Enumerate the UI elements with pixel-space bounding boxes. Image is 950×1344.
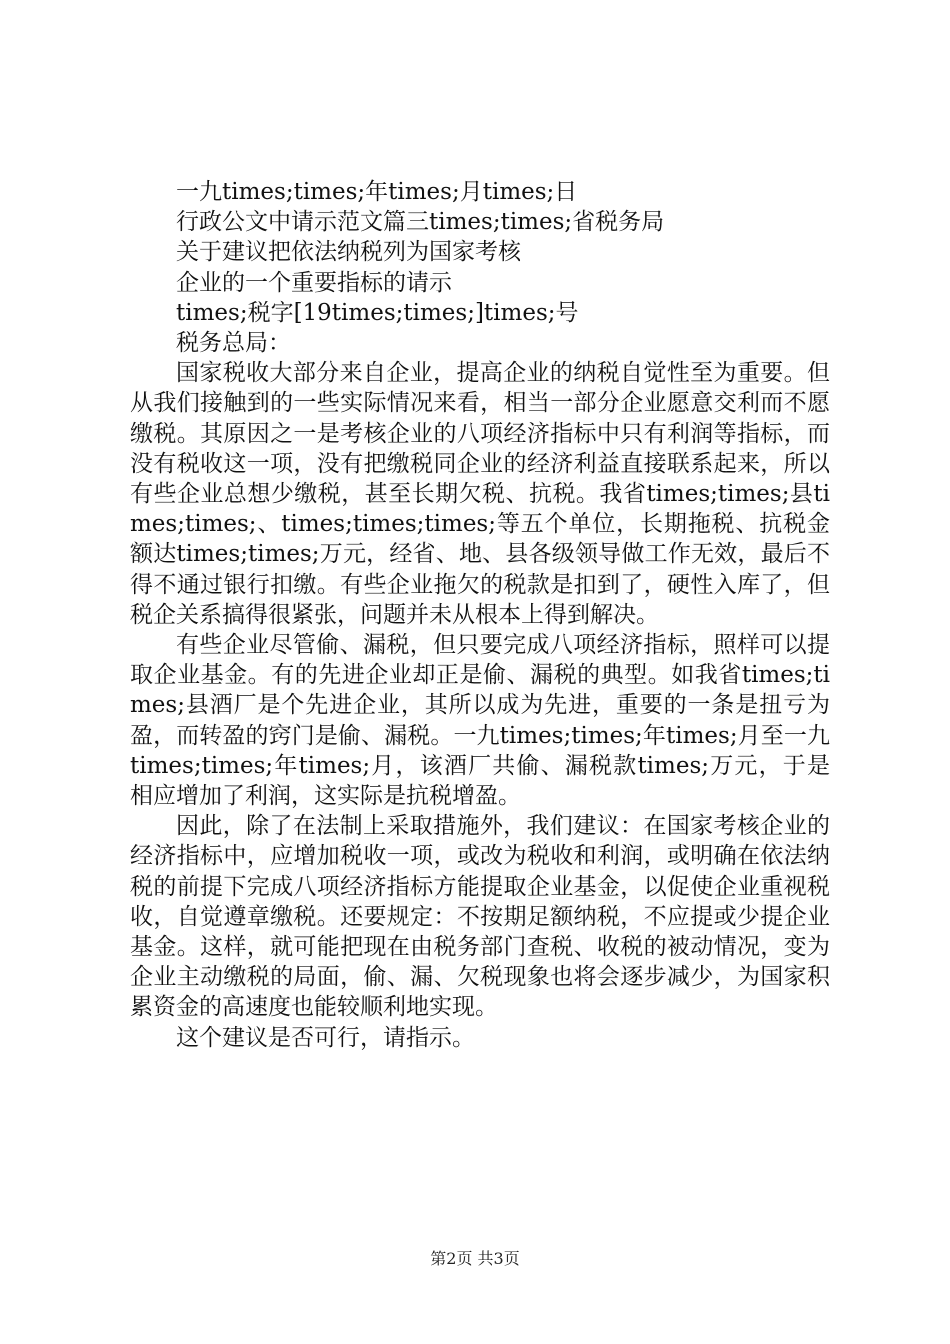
document-heading-line: 行政公文中请示范文篇三times;times;省税务局	[176, 209, 665, 236]
page-number-footer: 第2页 共3页	[430, 1249, 520, 1268]
document-title-line-2: 企业的一个重要指标的请示	[176, 269, 452, 296]
body-paragraph-3: 因此，除了在法制上采取措施外，我们建议：在国家考核企业的经济指标中，应增加税收一项，或改为税收和利润，或明确在依法纳税的前提下完成八项经济指标方能提取企业基金，以促使企业重视税收，自觉遵章缴税。还要规定：不按期足额纳税，不应提或少提企业基金。这样，就可能把现在由税务部门查税、收税的被动情况，变为企业主动缴税的局面，偷、漏、欠税现象也将会逐步减少，为国家积累资金的高速度也能较顺利地实现。	[130, 813, 830, 1021]
document-number: times;税字[19times;times;]times;号	[176, 299, 579, 326]
date-line: 一九times;times;年times;月times;日	[176, 179, 578, 205]
body-paragraph-4: 这个建议是否可行，请指示。	[176, 1024, 475, 1051]
body-paragraph-2: 有些企业尽管偷、漏税，但只要完成八项经济指标，照样可以提取企业基金。有的先进企业却正是偷、漏税的典型。如我省times;times;县酒厂是个先进企业，其所以成为先进，重要的一条是扭亏为盈，而转盈的窍门是偷、漏税。一九times;times;年times;月至一九times;times;年times;月，该酒厂共偷、漏税款times;万元，于是相应增加了利润，这实际是抗税增盈。	[130, 632, 830, 810]
addressee: 税务总局：	[176, 330, 291, 357]
body-paragraph-1: 国家税收大部分来自企业，提高企业的纳税自觉性至为重要。但从我们接触到的一些实际情况来看，相当一部分企业愿意交利而不愿缴税。其原因之一是考核企业的八项经济指标中只有利润等指标，而没有税收这一项，没有把缴税同企业的经济利益直接联系起来，所以有些企业总想少缴税，甚至长期欠税、抗税。我省times;times;县times;times;、times;times;times;等五个单位，长期拖税、抗税金额达times;times;万元，经省、地、县各级领导做工作无效，最后不得不通过银行扣缴。有些企业拖欠的税款是扣到了，硬性入库了，但税企关系搞得很紧张，问题并未从根本上得到解决。	[130, 360, 830, 628]
document-title-line-1: 关于建议把依法纳税列为国家考核	[176, 239, 521, 266]
document-body	[130, 177, 830, 1053]
